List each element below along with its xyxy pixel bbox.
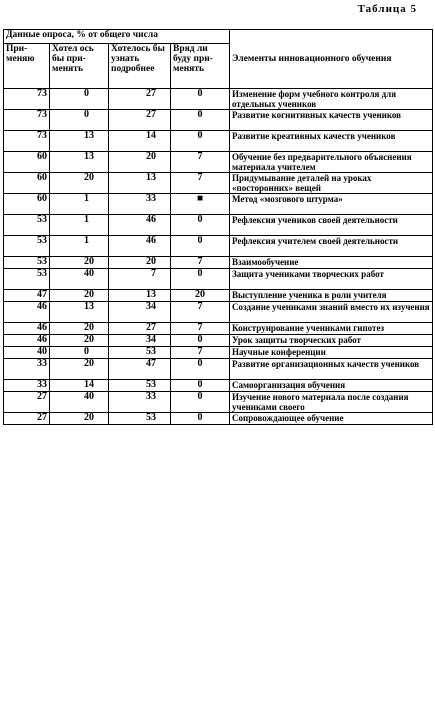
- unlikely-value-cell: 0: [171, 110, 230, 131]
- unlikely-value-cell: 7: [171, 323, 230, 335]
- unlikely-value-cell: 0: [171, 89, 230, 110]
- learn-more-value-cell: 14: [109, 131, 171, 152]
- element-name-cell: Самоорганизация обучения: [230, 380, 433, 392]
- want-apply-value-cell: 0: [50, 110, 109, 131]
- table-row: [4, 269, 433, 290]
- element-name-cell: Выступление ученика в роли учителя: [230, 290, 433, 302]
- apply-value-cell: 73: [4, 110, 50, 131]
- learn-more-column-header: Хотелось бы узнать подробнее: [109, 44, 171, 89]
- unlikely-value-cell: 0: [171, 359, 230, 380]
- want-apply-value-cell: 14: [50, 380, 109, 392]
- apply-value-cell: 73: [4, 89, 50, 110]
- learn-more-value-cell: 27: [109, 89, 171, 110]
- unlikely-value-cell: ■: [171, 194, 230, 215]
- want-apply-value-cell: 20: [50, 359, 109, 380]
- table-row: [4, 236, 433, 257]
- learn-more-value-cell: 13: [109, 173, 171, 194]
- elements-column-header: Элементы инновационного обучения: [230, 30, 433, 89]
- learn-more-value-cell: 7: [109, 269, 171, 290]
- learn-more-value-cell: 47: [109, 359, 171, 380]
- want-apply-value-cell: 0: [50, 89, 109, 110]
- apply-value-cell: 46: [4, 335, 50, 347]
- want-apply-value-cell: 20: [50, 290, 109, 302]
- learn-more-value-cell: 46: [109, 236, 171, 257]
- table-row: [4, 323, 433, 335]
- learn-more-value-cell: 34: [109, 302, 171, 323]
- learn-more-value-cell: 53: [109, 347, 171, 359]
- table-row: [4, 359, 433, 380]
- apply-value-cell: 53: [4, 215, 50, 236]
- element-name-cell: Рефлексия учеников своей деятельности: [230, 215, 433, 236]
- table-caption: Таблица 5: [357, 3, 417, 15]
- unlikely-value-cell: 0: [171, 413, 230, 425]
- element-name-cell: Рефлексия учителем своей деятельности: [230, 236, 433, 257]
- unlikely-value-cell: 0: [171, 392, 230, 413]
- table-row: [4, 194, 433, 215]
- learn-more-value-cell: 20: [109, 257, 171, 269]
- want-apply-value-cell: 20: [50, 335, 109, 347]
- unlikely-value-cell: 7: [171, 173, 230, 194]
- element-name-cell: Сопровождающее обучение: [230, 413, 433, 425]
- learn-more-value-cell: 53: [109, 380, 171, 392]
- apply-value-cell: 60: [4, 194, 50, 215]
- want-apply-value-cell: 13: [50, 152, 109, 173]
- element-name-cell: Развитие креативных качеств учеников: [230, 131, 433, 152]
- learn-more-value-cell: 13: [109, 290, 171, 302]
- unlikely-value-cell: 7: [171, 302, 230, 323]
- element-name-cell: Урок защиты творческих работ: [230, 335, 433, 347]
- apply-value-cell: 73: [4, 131, 50, 152]
- apply-value-cell: 46: [4, 302, 50, 323]
- element-name-cell: Взаимообучение: [230, 257, 433, 269]
- table-row: [4, 380, 433, 392]
- table-row: [4, 302, 433, 323]
- want-apply-value-cell: 1: [50, 194, 109, 215]
- table-row: [4, 392, 433, 413]
- unlikely-value-cell: 7: [171, 257, 230, 269]
- apply-value-cell: 60: [4, 152, 50, 173]
- table-row: [4, 110, 433, 131]
- survey-table: [3, 29, 433, 425]
- table-row: [4, 290, 433, 302]
- learn-more-value-cell: 53: [109, 413, 171, 425]
- learn-more-value-cell: 27: [109, 110, 171, 131]
- want-apply-value-cell: 13: [50, 131, 109, 152]
- unlikely-value-cell: 7: [171, 152, 230, 173]
- table-row: [4, 152, 433, 173]
- learn-more-value-cell: 46: [109, 215, 171, 236]
- element-name-cell: Конструирование учениками гипотез: [230, 323, 433, 335]
- table-row: [4, 89, 433, 110]
- learn-more-value-cell: 27: [109, 323, 171, 335]
- learn-more-value-cell: 33: [109, 194, 171, 215]
- learn-more-value-cell: 34: [109, 335, 171, 347]
- element-name-cell: Развитие организационных качеств учеников: [230, 359, 433, 380]
- survey-group-header: Данные опроса, % от общего числа: [4, 30, 230, 44]
- want-apply-value-cell: 0: [50, 347, 109, 359]
- element-name-cell: Изучение нового материала после создания учениками своего: [230, 392, 433, 413]
- want-apply-value-cell: 40: [50, 269, 109, 290]
- element-name-cell: Создание учениками знаний вместо их изучения: [230, 302, 433, 323]
- want-apply-value-cell: 20: [50, 413, 109, 425]
- apply-value-cell: 47: [4, 290, 50, 302]
- want-apply-value-cell: 13: [50, 302, 109, 323]
- apply-value-cell: 27: [4, 392, 50, 413]
- learn-more-value-cell: 33: [109, 392, 171, 413]
- want-apply-value-cell: 20: [50, 173, 109, 194]
- want-apply-value-cell: 1: [50, 215, 109, 236]
- table-row: [4, 215, 433, 236]
- unlikely-value-cell: 0: [171, 131, 230, 152]
- table-row: [4, 257, 433, 269]
- apply-column-header: При-меняю: [4, 44, 50, 89]
- learn-more-value-cell: 20: [109, 152, 171, 173]
- table-row: [4, 335, 433, 347]
- unlikely-value-cell: 7: [171, 347, 230, 359]
- unlikely-column-header: Вряд ли буду при-менять: [171, 44, 230, 89]
- want-apply-value-cell: 40: [50, 392, 109, 413]
- apply-value-cell: 53: [4, 257, 50, 269]
- element-name-cell: Защита учениками творческих работ: [230, 269, 433, 290]
- element-name-cell: Научные конференции: [230, 347, 433, 359]
- apply-value-cell: 53: [4, 269, 50, 290]
- unlikely-value-cell: 0: [171, 380, 230, 392]
- want-apply-column-header: Хотел ось бы при-менять: [50, 44, 109, 89]
- want-apply-value-cell: 1: [50, 236, 109, 257]
- apply-value-cell: 33: [4, 380, 50, 392]
- table-row: [4, 413, 433, 425]
- unlikely-value-cell: 0: [171, 335, 230, 347]
- unlikely-value-cell: 0: [171, 215, 230, 236]
- unlikely-value-cell: 0: [171, 236, 230, 257]
- element-name-cell: Изменение форм учебного контроля для отдельных учеников: [230, 89, 433, 110]
- apply-value-cell: 40: [4, 347, 50, 359]
- apply-value-cell: 46: [4, 323, 50, 335]
- element-name-cell: Метод «мозгового штурма»: [230, 194, 433, 215]
- apply-value-cell: 27: [4, 413, 50, 425]
- table-row: [4, 131, 433, 152]
- unlikely-value-cell: 20: [171, 290, 230, 302]
- element-name-cell: Придумывание деталей на уроках «посторонних» вещей: [230, 173, 433, 194]
- element-name-cell: Обучение без предварительного объяснения материала учителем: [230, 152, 433, 173]
- unlikely-value-cell: 0: [171, 269, 230, 290]
- want-apply-value-cell: 20: [50, 323, 109, 335]
- table-row: [4, 173, 433, 194]
- table-row: [4, 347, 433, 359]
- element-name-cell: Развитие когнитивных качеств учеников: [230, 110, 433, 131]
- apply-value-cell: 60: [4, 173, 50, 194]
- apply-value-cell: 53: [4, 236, 50, 257]
- want-apply-value-cell: 20: [50, 257, 109, 269]
- apply-value-cell: 33: [4, 359, 50, 380]
